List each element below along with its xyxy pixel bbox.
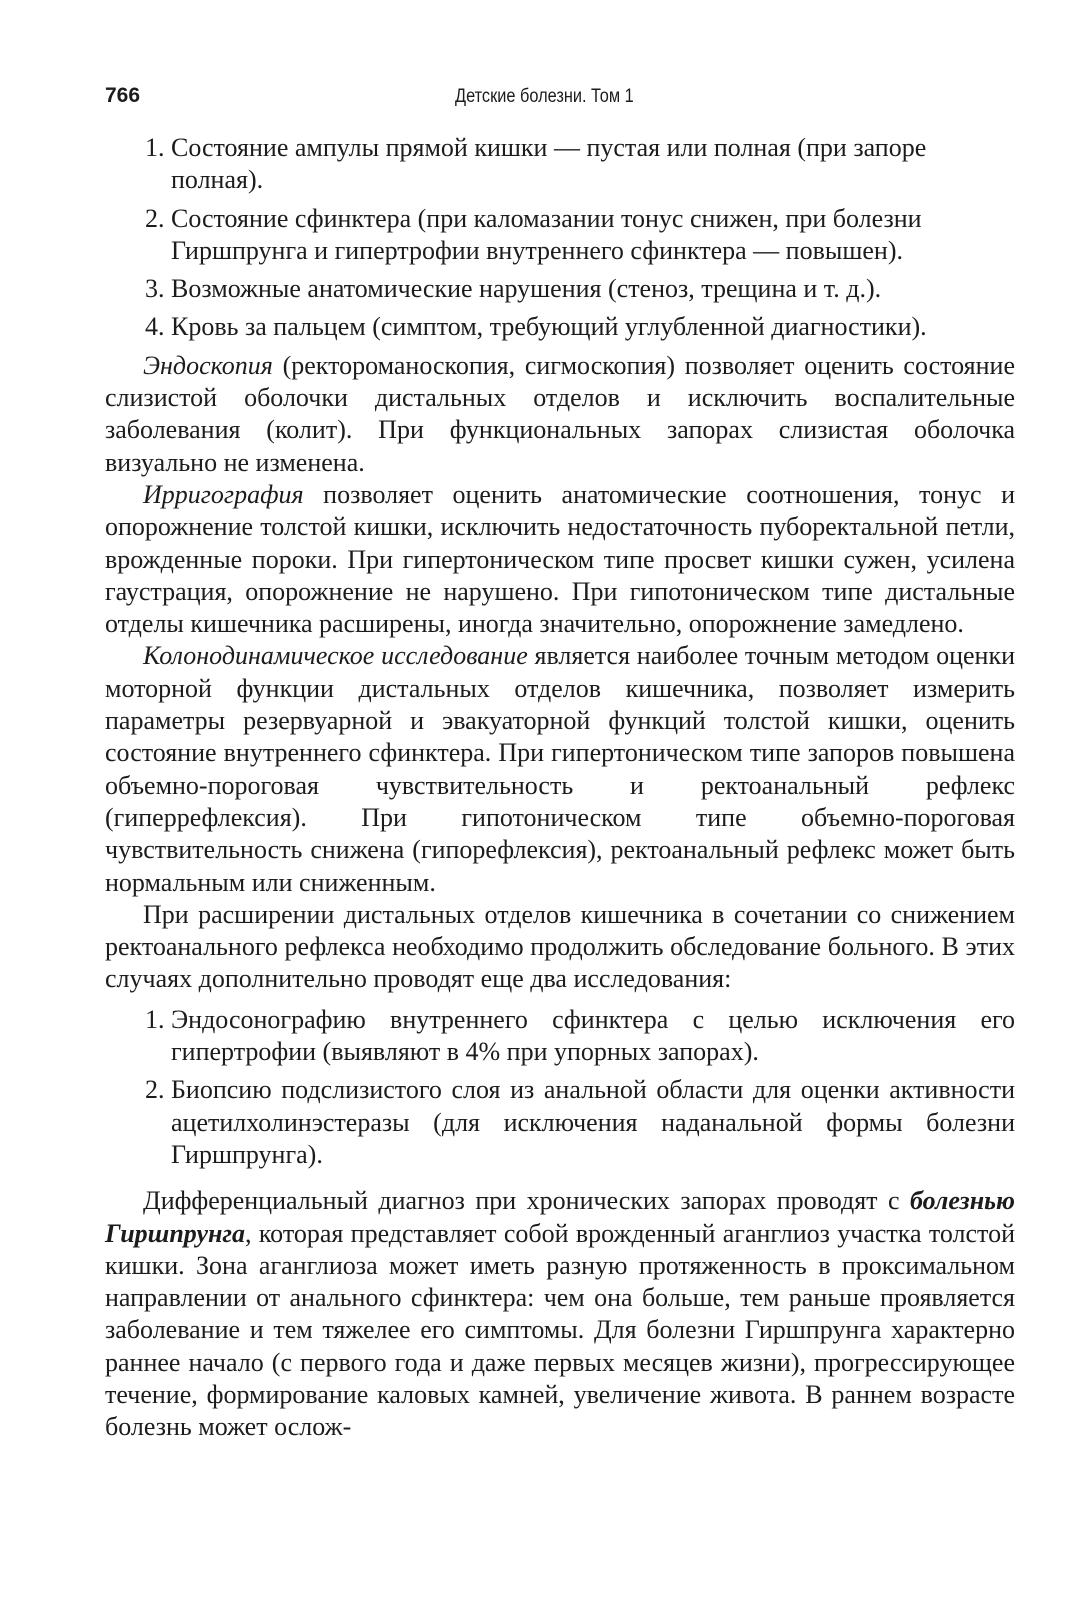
list-item: 2. Состояние сфинктера (при каломазании тонус снижен, при болезни Гиршпрунга и гипертрофии внутреннего сфинктера — повышен). bbox=[171, 203, 1015, 268]
paragraph-lead: Дифференциальный диагноз при хронических запорах проводят с bbox=[143, 1186, 911, 1216]
paragraph-text: (ректороманоскопия, сигмоскопия) позволяет оценить состояние слизистой оболочки дистальных отделов и исключить воспалительные заболевания (колит). При функциональных запорах слизистая оболочка визуально не изменена. bbox=[105, 350, 1015, 477]
paragraph-extension: При расширении дистальных отделов кишечника в сочетании со снижением ректоанального рефлекса необходимо продолжить обследование больного. В этих случаях дополнительно проводят еще два исследования: bbox=[105, 899, 1015, 994]
term-hirschsprung: болезнью Гиршпрунга bbox=[105, 1186, 1015, 1248]
paragraph-text: позволяет оценить анатомические соотношения, тонус и опорожнение толстой кишки, исключить недостаточность пуборектальной петли, врожденные пороки. При гипертоническом типе просвет кишки сужен, усилена гаустрация, опорожнение не нарушено. При гипотоническом типе дистальные отделы кишечника расширены, иногда значительно, опорожнение замедлено. bbox=[105, 479, 1015, 639]
paragraph-endoscopy bbox=[105, 350, 1015, 479]
list-item: 1. Состояние ампулы прямой кишки — пустая или полная (при запоре полная). bbox=[171, 132, 1015, 197]
paragraph-colonodynamic bbox=[105, 640, 1015, 898]
additional-studies-list bbox=[105, 1004, 1015, 1171]
page-body bbox=[105, 132, 1015, 1444]
term-endoscopy: Эндоскопия bbox=[143, 350, 273, 380]
running-title: Детские болезни. Том 1 bbox=[455, 86, 634, 107]
page-number: 766 bbox=[105, 84, 141, 107]
paragraph-text: является наиболее точным методом оценки моторной функции дистальных отделов кишечника, позволяет измерить параметры резервуарной и эвакуаторной функций толстой кишки, оценить состояние внутреннего сфинктера. При гипертоническом типе запоров повышена объемно-пороговая чувствительность и ректоанальный рефлекс (гиперрефлексия). При гипотоническом типе объемно-пороговая чувствительность снижена (гипорефлексия), ректоанальный рефлекс может быть нормальным или сниженным. bbox=[105, 641, 1015, 897]
list-item: 3. Возможные анатомические нарушения (стеноз, трещина и т. д.). bbox=[171, 273, 1015, 305]
list-item: 1. Эндосонографию внутреннего сфинктера с целью исключения его гипертрофии (выявляют в 4% при упорных запорах). bbox=[171, 1004, 1015, 1069]
list-item: 2. Биопсию подслизистого слоя из анальной области для оценки активности ацетилхолинэстеразы (для исключения наданальной формы болезни Гиршпрунга). bbox=[171, 1074, 1015, 1171]
page-header bbox=[105, 84, 1015, 114]
term-colonodynamic: Колонодинамическое исследование bbox=[143, 641, 528, 671]
rectal-exam-list bbox=[105, 132, 1015, 344]
term-irrigography: Ирригография bbox=[143, 479, 304, 509]
paragraph-irrigography bbox=[105, 479, 1015, 640]
paragraph-differential bbox=[105, 1185, 1015, 1443]
list-item: 4. Кровь за пальцем (симптом, требующий углубленной диагностики). bbox=[171, 311, 1015, 343]
paragraph-text: , которая представляет собой врожденный аганглиоз участка толстой кишки. Зона аганглиоза может иметь разную протяженность в проксимальном направлении от анального сфинктера: чем она больше, тем раньше проявляется заболевание и тем тяжелее его симптомы. Для болезни Гиршпрунга характерно раннее начало (с первого года и даже первых месяцев жизни), прогрессирующее течение, формирование каловых камней, увеличение живота. В раннем возрасте болезнь может ослож- bbox=[105, 1218, 1015, 1442]
